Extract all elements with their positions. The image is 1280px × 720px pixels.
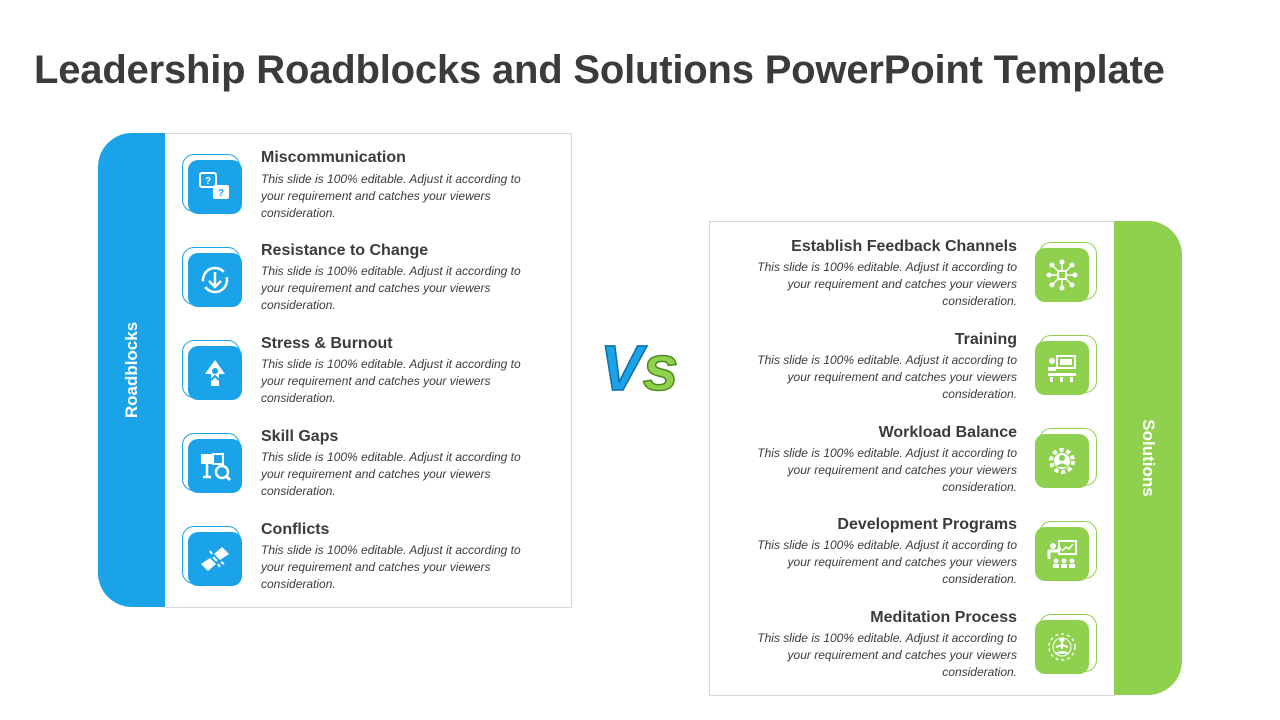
roadblocks-label: Roadblocks — [121, 321, 141, 419]
solution-title: Workload Balance — [878, 424, 1017, 441]
roadblock-title: Conflicts — [261, 521, 330, 538]
change-cycle-icon — [182, 247, 242, 307]
solution-title: Training — [954, 331, 1017, 348]
roadblocks-band — [98, 133, 165, 607]
training-board-icon — [1035, 335, 1095, 395]
roadblock-desc: This slide is 100% editable. Adjust it according to your requirement and catches your viewers consideration. — [261, 357, 521, 405]
solution-title: Meditation Process — [870, 609, 1017, 626]
versus-v: V — [600, 332, 643, 404]
roadblock-desc: This slide is 100% editable. Adjust it according to your requirement and catches your viewers consideration. — [261, 264, 521, 312]
versus-s: s — [642, 332, 679, 404]
puzzle-search-icon — [182, 433, 242, 493]
network-hub-icon — [1035, 242, 1095, 302]
page-title: Leadership Roadblocks and Solutions PowerPoint Template — [34, 48, 1165, 92]
roadblock-desc: This slide is 100% editable. Adjust it according to your requirement and catches your viewers consideration. — [261, 450, 521, 498]
question-chat-icon — [182, 154, 242, 214]
solution-desc: This slide is 100% editable. Adjust it according to your requirement and catches your viewers consideration. — [757, 260, 1017, 308]
solution-desc: This slide is 100% editable. Adjust it according to your requirement and catches your viewers consideration. — [757, 353, 1017, 401]
solution-desc: This slide is 100% editable. Adjust it according to your requirement and catches your viewers consideration. — [757, 538, 1017, 586]
stress-person-icon — [182, 340, 242, 400]
roadblock-title: Resistance to Change — [261, 242, 429, 259]
presentation-icon — [1035, 521, 1095, 581]
solution-desc: This slide is 100% editable. Adjust it according to your requirement and catches your viewers consideration. — [757, 446, 1017, 494]
roadblock-title: Stress & Burnout — [261, 335, 393, 352]
svg-text:?: ? — [204, 176, 212, 187]
meditation-icon — [1035, 614, 1095, 674]
versus-mark — [600, 332, 679, 404]
svg-text:?: ? — [217, 188, 225, 199]
roadblock-desc: This slide is 100% editable. Adjust it according to your requirement and catches your viewers consideration. — [261, 172, 521, 220]
roadblock-desc: This slide is 100% editable. Adjust it according to your requirement and catches your viewers consideration. — [261, 543, 521, 591]
solutions-label: Solutions — [1139, 419, 1158, 497]
solution-title: Development Programs — [837, 516, 1017, 533]
roadblock-title: Miscommunication — [261, 149, 406, 166]
solutions-band — [1114, 221, 1182, 695]
gear-person-icon — [1035, 428, 1095, 488]
solution-desc: This slide is 100% editable. Adjust it according to your requirement and catches your viewers consideration. — [757, 631, 1017, 679]
solution-title: Establish Feedback Channels — [791, 238, 1017, 255]
roadblock-title: Skill Gaps — [261, 428, 339, 445]
fist-bump-icon — [182, 526, 242, 586]
